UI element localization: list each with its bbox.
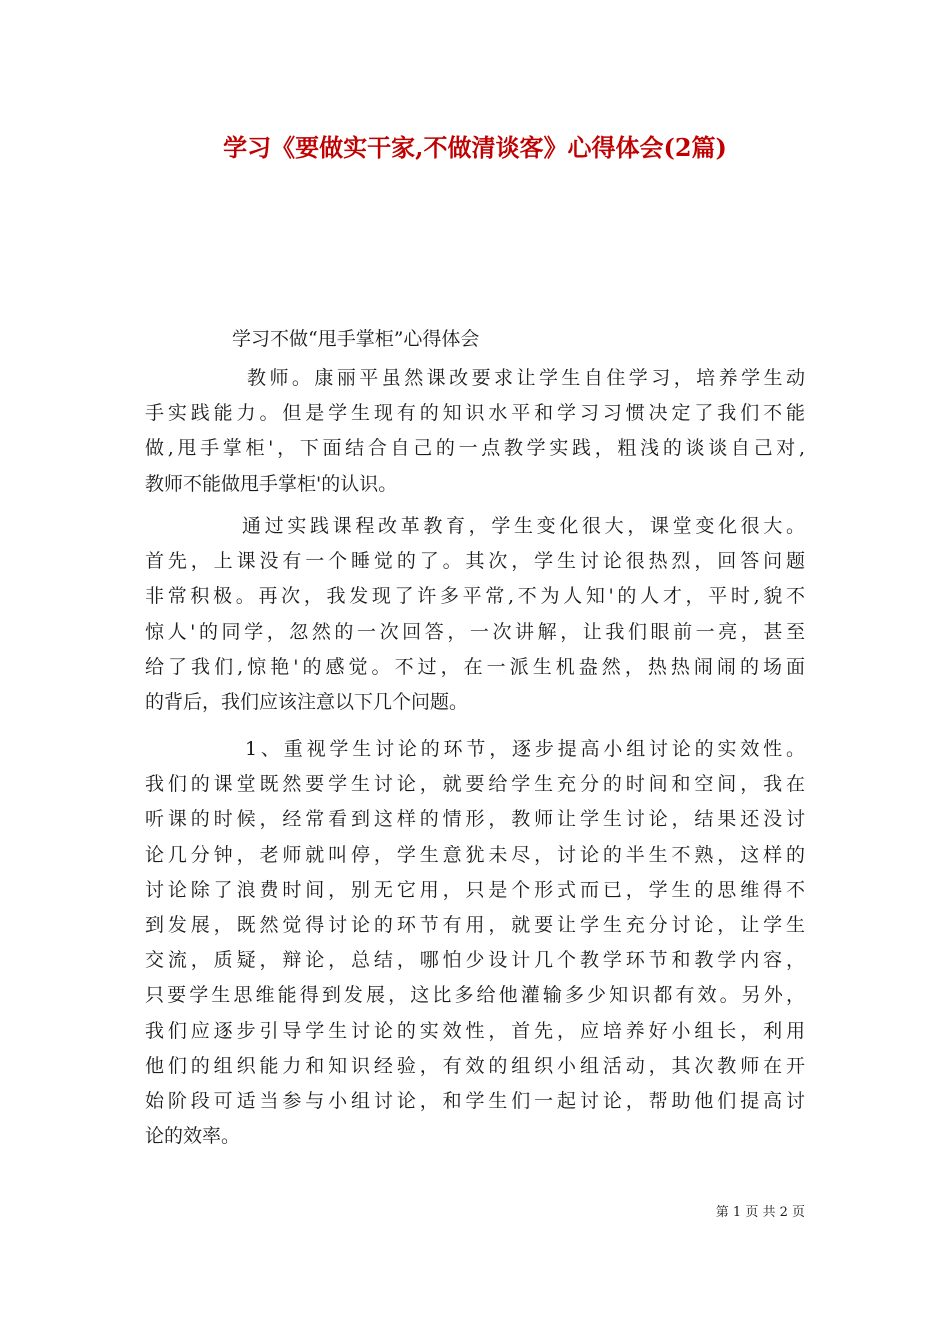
paragraph-line: 1、重视学生讨论的环节，逐步提高小组讨论的实效性。: [245, 738, 805, 760]
paragraph-line: 的背后，我们应该注意以下几个问题。: [145, 691, 469, 714]
paragraph-line: 到发展，既然觉得讨论的环节有用，就要让学生充分讨论，让学生: [145, 914, 805, 937]
paragraph-line: 听课的时候，经常看到这样的情形，教师让学生讨论，结果还没讨: [145, 808, 805, 831]
paragraph-line: 首先，上课没有一个睡觉的了。其次，学生讨论很热烈，回答问题: [145, 550, 805, 573]
paragraph-line: 给了我们,惊艳'的感觉。不过，在一派生机盎然，热热闹闹的场面: [145, 655, 805, 678]
paragraph-line: 论的效率。: [145, 1125, 241, 1148]
paragraph-line: 惊人'的同学，忽然的一次回答，一次讲解，让我们眼前一亮，甚至: [145, 620, 805, 643]
paragraph-line: 做,甩手掌柜'，下面结合自己的一点教学实践，粗浅的谈谈自己对,: [145, 437, 805, 460]
page-number-footer: 第 1 页 共 2 页: [715, 1205, 805, 1220]
paragraph-line: 非常积极。再次，我发现了许多平常,不为人知'的人才，平时,貌不: [145, 585, 805, 608]
paragraph-line: 教师不能做甩手掌柜'的认识。: [145, 472, 398, 495]
document-title: 学习《要做实干家,不做清谈客》心得体会(2篇): [223, 133, 727, 162]
paragraph-line: 始阶段可适当参与小组讨论，和学生们一起讨论，帮助他们提高讨: [145, 1090, 805, 1113]
paragraph-3: [145, 732, 805, 1154]
paragraph-line: 手实践能力。但是学生现有的知识水平和学习习惯决定了我们不能: [145, 402, 805, 425]
paragraph-2: [145, 509, 805, 720]
paragraph-line: 论几分钟，老师就叫停，学生意犹未尽，讨论的半生不熟，这样的: [145, 843, 805, 866]
section-subtitle: 学习不做“甩手掌柜”心得体会: [232, 328, 480, 350]
paragraph-line: 通过实践课程改革教育，学生变化很大，课堂变化很大。: [242, 515, 805, 537]
paragraph-line: 讨论除了浪费时间，别无它用，只是个形式而已，学生的思维得不: [145, 878, 805, 901]
paragraph-line: 教师。康丽平虽然课改要求让学生自住学习，培养学生动: [247, 367, 805, 389]
paragraph-line: 我们的课堂既然要学生讨论，就要给学生充分的时间和空间，我在: [145, 773, 805, 796]
paragraph-line: 他们的组织能力和知识经验，有效的组织小组活动，其次教师在开: [145, 1054, 805, 1077]
paragraph-1: [145, 361, 805, 502]
paragraph-line: 只要学生思维能得到发展，这比多给他灌输多少知识都有效。另外，: [145, 984, 805, 1007]
paragraph-line: 交流，质疑，辩论，总结，哪怕少设计几个教学环节和教学内容，: [145, 949, 805, 972]
paragraph-line: 我们应逐步引导学生讨论的实效性，首先，应培养好小组长，利用: [145, 1019, 805, 1042]
